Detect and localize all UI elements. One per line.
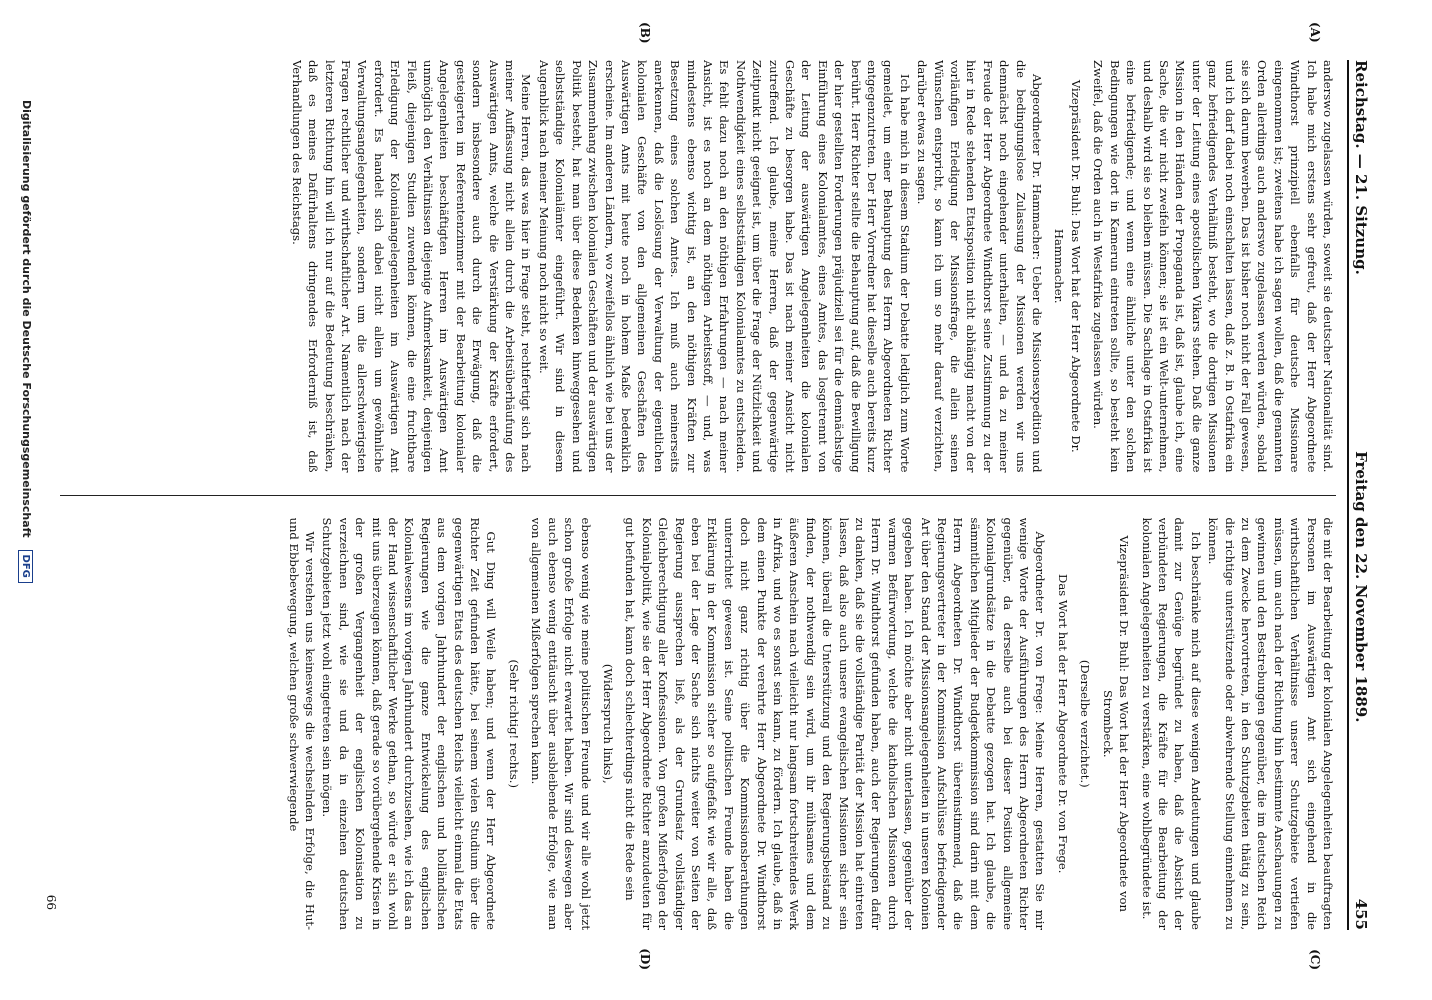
margin-mark-d: (D) [638,948,652,970]
margin-mark-b: (B) [638,22,652,44]
paragraph: Abgeordneter Dr. von Frege: Meine Herren, gestatten Sie mir wenige Worte der Ausführungen des Herrn Abgeordneten Richter gegenüber, da derselbe auch bei dieser Position allgemeine Kolonialgrundsätze in die Debatte gezogen hat. Ich glaube, die sämmtlichen Mitglieder der Budgetkommission sind darin mit dem Herrn Abgeordneten Dr. Windthorst übereinstimmend, daß die Regierungsvertreter in der Kommission Aufschlüsse befriedigender Art über den Stand der Missionsangelegenheiten in unseren Kolonien gegeben haben. Ich möchte aber nicht unterlassen, gegenüber der warmen Befürwortung, welche die katholischen Missionen durch Herrn Dr. Windthorst gefunden haben, auch der Regierungen dafür zu danken, daß sie die vollständige Parität der Mission hat eintreten lassen, daß also auch unsere evangelischen Missionen sicher sein können, überall die Unterstützung und den Regierungsbeistand zu finden, der nothwendig sein wird, um ihr mühsames und dem äußeren Anschein nach vielleicht nur langsam fortschreitendes Werk in Afrika, und wo es sonst sein kann, zu fördern. Ich glaube, daß in dem einen Punkte der verehrte Herr Abgeordnete Dr. Windthorst doch nicht ganz richtig über die Kommissionsberathungen unterrichtet gewesen ist. Seine politischen Freunde haben die Erklärung in der Kommission sicher so aufgefaßt wie wir alle, daß eben bei der Lage der Sache sich nichts weiter von Seiten der Regierung aussprechen ließ, als der Grundsatz vollständiger Gleichberechtigung aller Konfessionen. Von großen Mißerfolgen der Kolonialpolitik, wie sie der Herr Abgeordnete Richter anzudeuten für gut befunden hat, kann doch schlechterdings nicht die Rede sein [623,517,1048,930]
speaker-line: Das Wort hat der Herr Abgeordnete Dr. von Frege. [1055,574,1070,874]
paragraph: anderswo zugelassen würden, soweit sie deutscher Nationalität sind. Ich habe mich erstens sehr gefreut, daß der Herr Abgeordnete Windthorst prinzipiell ebenfalls für deutsche Missionare eingenommen ist; zweitens habe ich sagen wollen, daß die genannten Orden allerdings auch anderswo zugelassen werden würden, sobald sie sich darum bewerben. Das ist bisher noch nicht der Fall gewesen, und ich darf dabei noch einschalten lassen, daß z. B. in Ostafrika ein ganz befriedigendes Verhältniß besteht, wo die dortigen Missionen unter der Leitung eines apostolischen Vikars stehen. Daß die ganze Mission in den Händen der Propaganda ist, daß ist, glaube ich, eine Sache, die wir nicht zweifeln können; sie ist ein Welt-unternehmen, und deshalb wird sie so bleiben müssen. Die Sachlage in Ostafrika ist eine befriedigende; und wenn eine ähnliche unter den solchen Bedingungen wie dort in Kamerun eintreten sollte, so besteht kein Zweifel, daß die Orden auch in Westafrika zugelassen würden. [1091,60,1335,473]
dfg-logo: DFG [18,550,33,583]
stage-direction: (Widerspruch links), [600,663,615,784]
stage-direction: (Derselbe verzichtet.) [1078,659,1093,788]
credit-text: Digitalisierung gefördert durch die Deutsche Forschungsgemeinschaft [20,100,33,538]
page-header [1347,60,1376,930]
paragraph: Ich habe mich in diesem Stadium der Debatte lediglich zum Worte gemeldet, um einer Behauptung des Herrn Abgeordneten Richter entgegenzutreten. Der Herr Vorredner hat dieselbe auch bereits kurz berührt. Herr Richter stellte die Behauptung auf, daß die Bewilligung der hier gestellten Forderungen präjudiziell sei für die demnächstige Einführung eines Kolonialamtes, eines Amtes, das losgetrennt von der Leitung der auswärtigen Angelegenheiten die kolonialen Geschäfte zu besorgen habe. Das ist nach meiner Ansicht nicht zutreffend. Ich glaube, meine Herren, daß der gegenwärtige Zeitpunkt nicht geeignet ist, um über die Frage der Nützlichkeit und Nothwendigkeit eines selbstständigen Kolonialamtes zu entscheiden. Es fehlt dazu noch an den nöthigen Erfahrungen — nach meiner Ansicht, ist es noch an dem nöthigen Arbeitsstoff, — und, was mindestens ebenso wichtig ist, an den nöthigen Kräften zur Besetzung eines solchen Amtes. Ich muß auch meinerseits anerkennen, daß die Loslösung der Verwaltung der eigentlichen kolonialen Geschäfte von den allgemeinen Geschäften des Auswärtigen Amts mit heute noch in hohem Maße bedenklich erscheine. Im anderen Ländern, wo zweifellos ähnlich wie bei uns der Zusammenhang zwischen kolonialen Geschäften und der auswärtigen Politik besteht, hat man über diese Bedenken hinweggesehen und selbstständige Kolonialämter eingeführt. Wir sind in diesem Augenblick nach meiner Meinung noch nicht so weit. [536,60,912,473]
speaker-line: Vizepräsident Dr. Buhl: Das Wort hat der Herr Abgeordnete von Strombeck. [1100,535,1132,913]
digitization-credit [18,100,33,583]
paragraph: Abgeordneter Dr. Hammacher: Ueber die Missionsexpedition und die bedingungslose Zulassung der Missionen werden wir uns demnächst noch eingehender unterhalten, — und da zu meiner Freude der Herr Abgeordnete Windthorst seine Zustimmung zu der hier in Rede stehenden Etatsposition nicht abhängig macht von der vorläufigen Erledigung der Missionsfrage, die allein seinen Wünschen entspricht, so kann ich um so mehr darauf verzichten, darüber etwas zu sagen. [915,60,1045,473]
margin-mark-a: (A) [1308,22,1322,43]
paragraph: die mit der Bearbeitung der kolonialen Angelegenheiten beauftragten Personen im Auswärtigen Amt sich eingehend in die wirthschaftlichen Verhältnisse unserer Schutzgebiete vertiefen müssen, um auch nach der Richtung hin bestimmte Anschauungen zu gewinnen und den Bestrebungen gegenüber, die im deutschen Reich zu dem Zwecke hervortreten, in den Schutzgebieten thätig zu sein, die richtige unterstützende oder abwehrende Stellung einnehmen zu können. [1206,517,1335,930]
right-column [60,518,1336,931]
speaker-line: Vizepräsident Dr. Buhl: Das Wort hat der Herr Abgeordnete Dr. Hammacher. [1052,79,1083,453]
paragraph: Wir verstehen uns keineswegs die wechselnden Erfolge, die Hut- und Ebbebewegung, welchen große schwerwiegende [286,517,318,930]
paragraph: Meine Herren, das was hier in Frage steht, rechtfertigt sich nach meiner Auffassung nicht allein durch die Arbeitsüberhäufung des Auswärtigen Amts, welche die Verstärkung der Kräfte erfordert, sondern insbesondere auch durch die Erwägung, daß die gesteigerten im Referentenzimmer mit der Bearbeitung kolonialer Angelegenheiten beschäftigten Herren im Auswärtigen Amt unmöglich den Verhältnissen diejenige Aufmerksamkeit, denjenigen Fleiß, diejenigen Studien zuwenden können, die eine fruchtbare Erledigung der Kolonialangelegenheiten im Auswärtigen Amt erfordert. Es handelt sich dabei nicht allein um gewöhnliche Verwaltungsangelegenheiten, sondern um die allerschwierigsten Fragen rechtlicher und wirthschaftlicher Art. Namentlich nach der letzteren Richtung hin will ich nur auf die Bedeutung beschränken, daß es meines Dafürhaltens dringendes Erforderniß ist, daß Verhandlungen des Reichstags. [289,60,534,473]
signature-mark: 66 [44,894,58,910]
text-columns [60,60,1336,930]
paragraph: ebenso wenig wie meine politischen Freunde und wir alle wohl jetzt schon große Erfolge nicht erwartet haben. Wir sind deswegen aber auch ebenso wenig enttäuscht über ausbleibende Erfolge, wie man von allgemeinen Mißerfolgen sprechen kann. [529,517,593,930]
margin-mark-c: (C) [1308,949,1322,970]
page-number: 455 [1352,898,1370,930]
column-divider [60,495,1336,496]
paragraph: Ich beschränke mich auf diese wenigen Andeutungen und glaube damit zur Genüge begründet zu haben, daß die Absicht der verbündeten Regierungen, die Kräfte für die Bearbeitung der kolonialen Angelegenheiten zu verstärken, eine wohlbegründete ist. [1139,517,1203,930]
left-column [60,60,1336,473]
stage-direction: (Sehr richtig! rechts.) [506,659,521,789]
header-date: Freitag den 22. November 1889. [1352,451,1370,723]
paragraph: Gut Ding will Weile haben; und wenn der Herr Abgeordnete Richter Zeit gefunden hätte, bei seinem vielen Studium über die gegenwärtigen Etats des deutschen Reichs vielleicht einmal die Etats aus dem vorigen Jahrhundert der englischen und holländischen Regierungen wie die ganze Entwickelung des englischen Kolonialwesens im vorigen Jahrhundert durchzusehen, wie ich das an der Hand wissenschaftlicher Werke gethan, so würde er sich wohl mit uns überzeugen können, daß gerade so vorübergehende Krisen in der großen Vergangenheit der englischen Kolonisation zu verzeichnen sind, wie sie und da in einzelnen deutschen Schutzgebieten jetzt wohl eingetreten sein mögen. [320,517,499,930]
header-left: Reichstag. — 21. Sitzung. [1352,60,1370,275]
